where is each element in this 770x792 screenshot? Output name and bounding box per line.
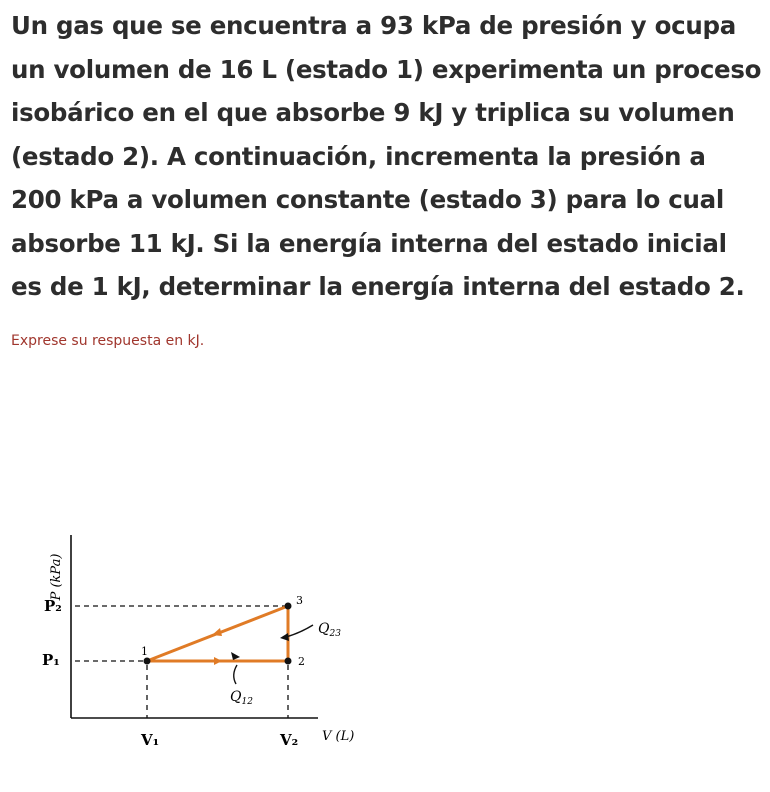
q23-arrowhead bbox=[280, 633, 289, 641]
pv-diagram bbox=[0, 505, 400, 765]
q23-pointer bbox=[286, 625, 313, 637]
p1-label: P₁ bbox=[42, 651, 60, 669]
v1-label: V₁ bbox=[141, 731, 160, 749]
x-axis-label: V (L) bbox=[322, 729, 355, 744]
state-3-point bbox=[285, 603, 292, 610]
state-3-label: 3 bbox=[296, 594, 303, 607]
q12-label: $Q_{12}$ bbox=[230, 689, 253, 707]
q23-label: $Q_{23}$ bbox=[318, 621, 341, 639]
p2-label: P₂ bbox=[44, 597, 62, 615]
state-2-label: 2 bbox=[298, 655, 305, 668]
state-1-label: 1 bbox=[141, 645, 148, 658]
state-2-point bbox=[285, 658, 292, 665]
process-1-2-arrow bbox=[214, 657, 222, 665]
problem-statement: Un gas que se encuentra a 93 kPa de presión y ocupa un volumen de 16 L (estado 1) experimenta un proceso isobárico en el que absorbe 9 kJ y triplica su volumen (estado 2). A continuación, incrementa la presión a 200 kPa a volumen constante (estado 3) para lo cual absorbe 11 kJ. Si la energía interna del estado inicial es de 1 kJ, determinar la energía interna del estado 2. bbox=[11, 11, 762, 301]
v2-label: V₂ bbox=[280, 731, 299, 749]
y-axis-label: P (kPa) bbox=[49, 553, 64, 601]
process-3-1-arrow bbox=[212, 628, 222, 636]
state-1-point bbox=[144, 658, 151, 665]
q12-pointer bbox=[234, 665, 237, 684]
answer-instruction: Exprese su respuesta en kJ. bbox=[11, 333, 205, 349]
q12-arrowhead bbox=[231, 652, 240, 660]
